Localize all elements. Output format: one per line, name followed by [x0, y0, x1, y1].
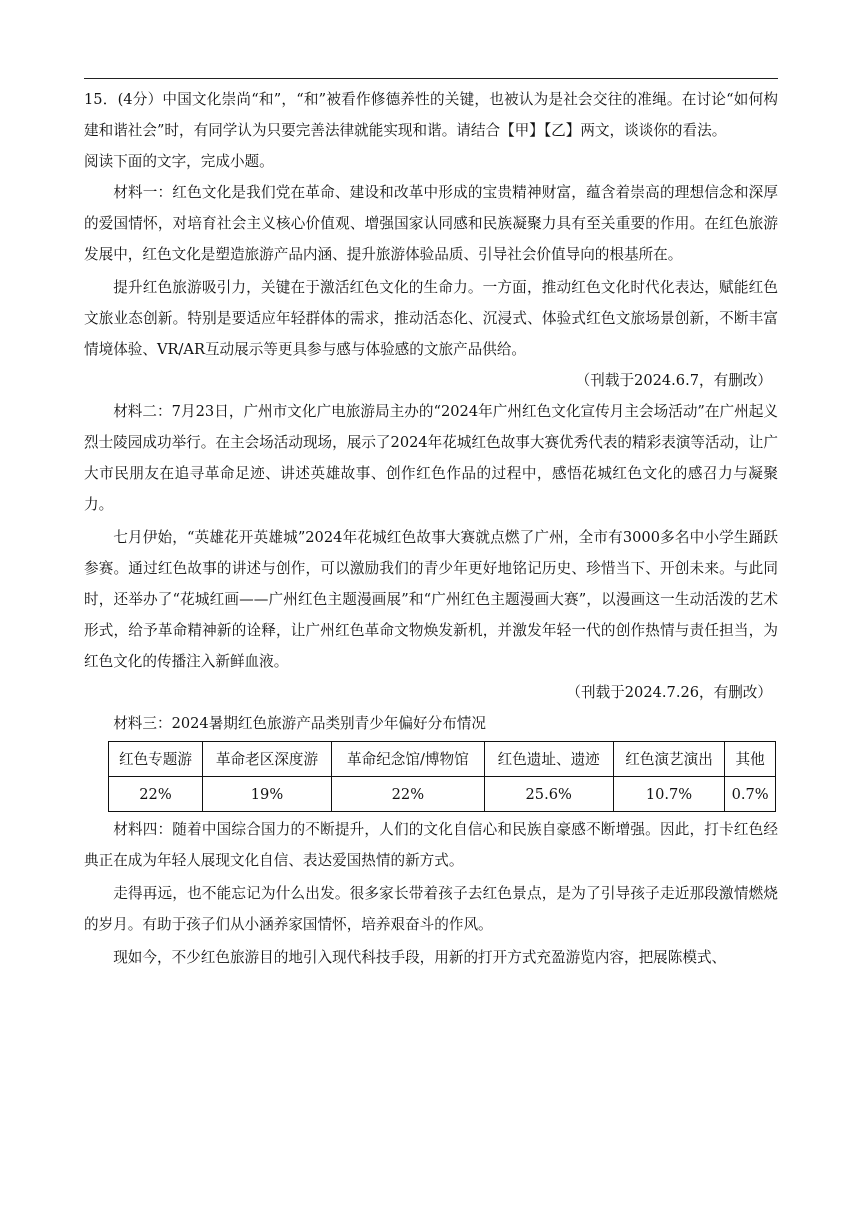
material4-paragraph-3: 现如今，不少红色旅游目的地引入现代科技手段，用新的打开方式充盈游览内容，把展陈模式、 — [113, 949, 727, 966]
header-rule — [84, 78, 778, 79]
material2-paragraph-2: 七月伊始，“英雄花开英雄城”2024年花城红色故事大赛就点燃了广州，全市有3000多名中小学生踊跃参赛。通过红色故事的讲述与创作，可以激励我们的青少年更好地铭记历史、珍惜当下、开创未来。与此同时，还举办了“花城红画——广州红色主题漫画展”和“广州红色主题漫画大赛”，以漫画这一生动活泼的艺术形式，给予革命精神新的诠释，让广州红色革命文物焕发新机，并激发年轻一代的创作热情与责任担当，为红色文化的传播注入新鲜血液。 — [84, 529, 778, 670]
table-value-row — [109, 777, 776, 812]
table-value-cell: 19% — [202, 777, 331, 812]
table-header-cell: 红色专题游 — [109, 742, 203, 777]
table-header-cell: 红色演艺演出 — [613, 742, 725, 777]
table-value-cell: 22% — [109, 777, 203, 812]
material1-paragraph-1: 材料一：红色文化是我们党在革命、建设和改革中形成的宝贵精神财富，蕴含着崇高的理想信念和深厚的爱国情怀，对培育社会主义核心价值观、增强国家认同感和民族凝聚力具有至关重要的作用。在红色旅游发展中，红色文化是塑造旅游产品内涵、提升旅游体验品质、引导社会价值导向的根基所在。 — [84, 184, 778, 263]
document-body — [84, 84, 778, 973]
question-15: 15．(4分）中国文化崇尚“和”，“和”被看作修德养性的关键，也被认为是社会交往的准绳。在讨论“如何构建和谐社会”时，有同学认为只要完善法律就能实现和谐。请结合【甲】【乙】两文，谈谈你的看法。 — [84, 91, 778, 139]
table-header-row — [109, 742, 776, 777]
table-value-cell: 25.6% — [484, 777, 613, 812]
material1-paragraph-2: 提升红色旅游吸引力，关键在于激活红色文化的生命力。一方面，推动红色文化时代化表达，赋能红色文旅业态创新。特别是要适应年轻群体的需求，推动活态化、沉浸式、体验式红色文旅场景创新，不断丰富情境体验、VR/AR互动展示等更具参与感与体验感的文旅产品供给。 — [84, 279, 778, 358]
table-value-cell: 10.7% — [613, 777, 725, 812]
table-header-cell: 革命纪念馆/博物馆 — [332, 742, 485, 777]
reading-instruction: 阅读下面的文字，完成小题。 — [84, 153, 274, 170]
table-header-cell: 其他 — [725, 742, 776, 777]
material2-source: （刊载于2024.7.26，有删改） — [566, 684, 772, 701]
table-header-cell: 红色遗址、遗迹 — [484, 742, 613, 777]
material3-title: 材料三：2024暑期红色旅游产品类别青少年偏好分布情况 — [113, 715, 486, 732]
table-value-cell: 22% — [332, 777, 485, 812]
material2-paragraph-1: 材料二：7月23日，广州市文化广电旅游局主办的“2024年广州红色文化宣传月主会场活动”在广州起义烈士陵园成功举行。在主会场活动现场，展示了2024年花城红色故事大赛优秀代表的精彩表演等活动，让广大市民朋友在追寻革命足迹、讲述英雄故事、创作红色作品的过程中，感悟花城红色文化的感召力与凝聚力。 — [84, 403, 778, 513]
table-header-cell: 革命老区深度游 — [202, 742, 331, 777]
material4-paragraph-2: 走得再远，也不能忘记为什么出发。很多家长带着孩子去红色景点，是为了引导孩子走近那段激情燃烧的岁月。有助于孩子们从小涵养家国情怀，培养艰奋斗的作风。 — [84, 885, 778, 933]
preference-table — [108, 741, 776, 812]
material1-source: （刊载于2024.6.7，有删改） — [575, 372, 772, 389]
material4-paragraph-1: 材料四：随着中国综合国力的不断提升，人们的文化自信心和民族自豪感不断增强。因此，打卡红色经典正在成为年轻人展现文化自信、表达爱国热情的新方式。 — [84, 821, 778, 869]
table-value-cell: 0.7% — [725, 777, 776, 812]
